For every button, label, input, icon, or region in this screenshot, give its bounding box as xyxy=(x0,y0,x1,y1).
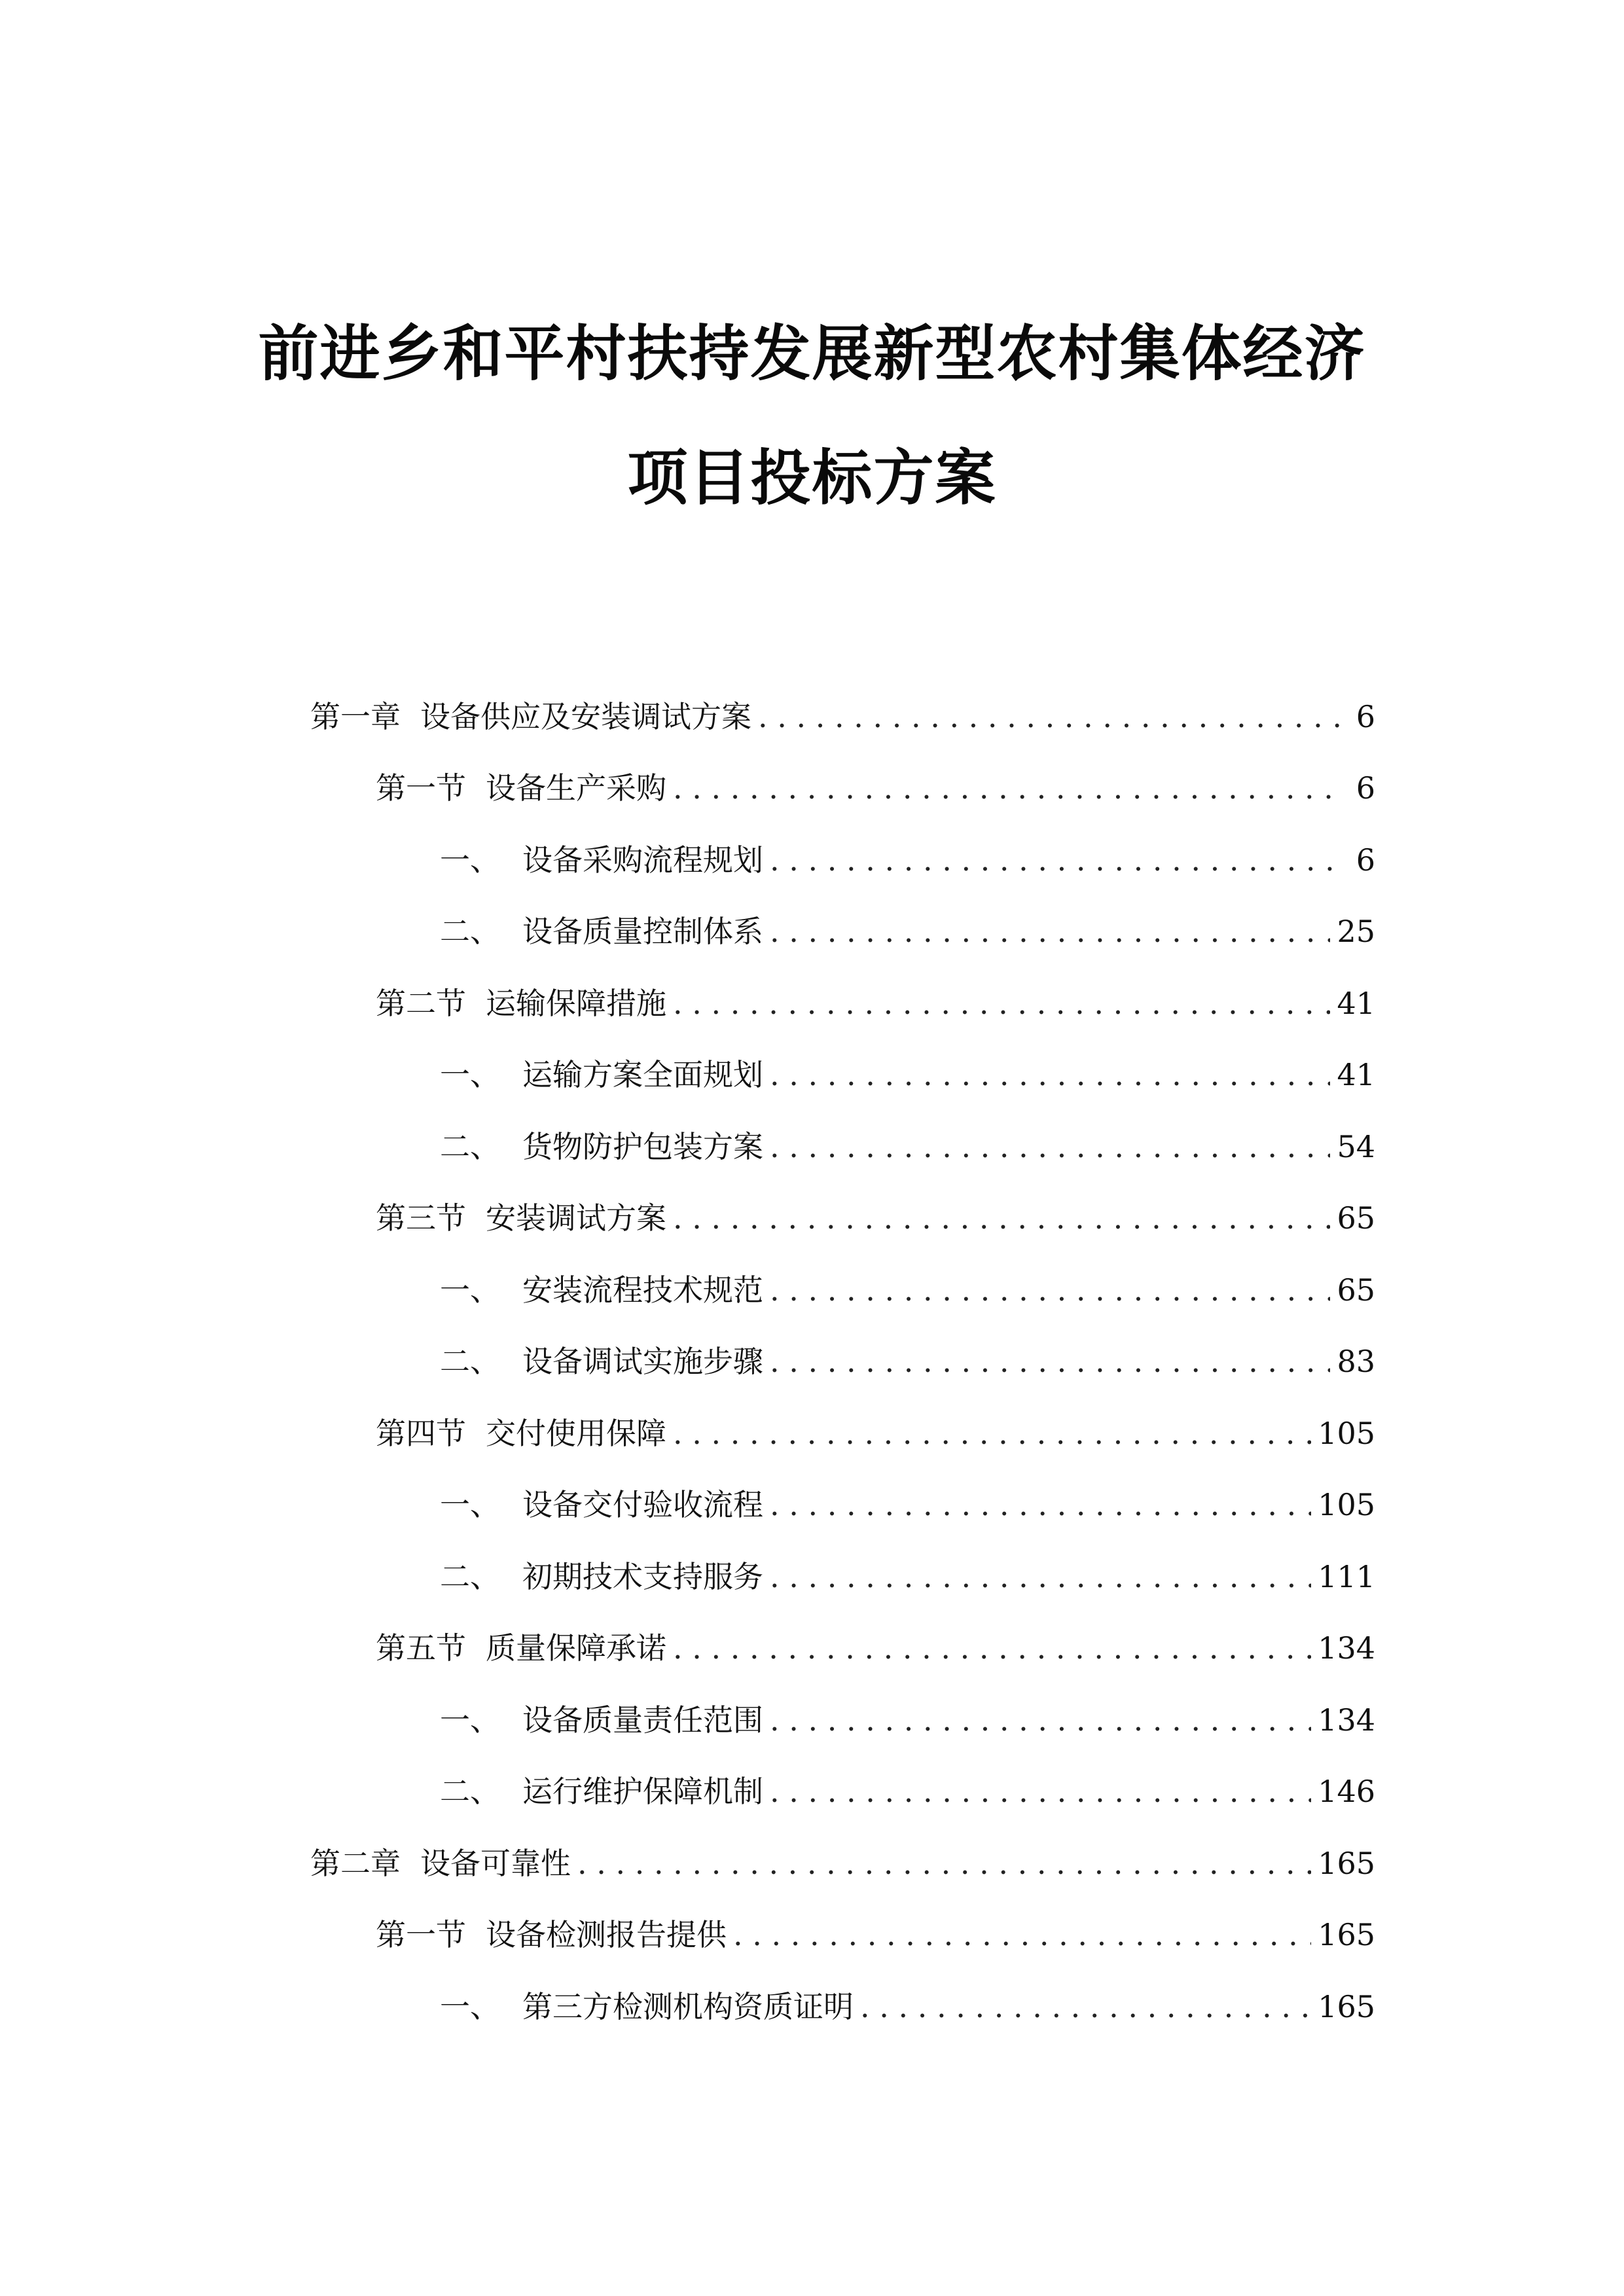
toc-dot-leader xyxy=(770,1338,1330,1384)
toc-entry-page-number: 41 xyxy=(1337,986,1375,1021)
toc-entry-page-number: 105 xyxy=(1318,1487,1375,1522)
toc-entry-section[interactable] xyxy=(376,1625,1375,1671)
toc-entry-section[interactable] xyxy=(376,1912,1375,1958)
toc-entry-prefix: 一、 xyxy=(440,1702,500,1738)
toc-entry-subsection[interactable] xyxy=(440,1768,1375,1814)
toc-dot-leader xyxy=(770,1267,1330,1313)
toc-entry-subsection[interactable] xyxy=(440,1697,1375,1743)
toc-entry-title: 第三方检测机构资质证明 xyxy=(522,1989,854,2024)
toc-dot-leader xyxy=(673,980,1330,1026)
toc-dot-leader xyxy=(733,1912,1311,1958)
toc-entry-title: 设备可靠性 xyxy=(420,1846,571,1881)
toc-entry-title: 安装流程技术规范 xyxy=(522,1272,763,1308)
toc-entry-subsection[interactable] xyxy=(440,1338,1375,1384)
toc-entry-page-number: 83 xyxy=(1337,1344,1375,1379)
toc-dot-leader xyxy=(770,1482,1311,1528)
toc-entry-page-number: 41 xyxy=(1337,1057,1375,1092)
toc-entry-title: 设备质量控制体系 xyxy=(522,914,763,949)
toc-entry-subsection[interactable] xyxy=(440,1984,1375,2030)
toc-entry-title: 质量保障承诺 xyxy=(486,1630,666,1666)
toc-entry-page-number: 6 xyxy=(1356,842,1375,878)
toc-entry-chapter[interactable] xyxy=(310,694,1375,740)
toc-entry-prefix: 一、 xyxy=(440,1272,500,1308)
toc-entry-section[interactable] xyxy=(376,1195,1375,1241)
toc-entry-page-number: 65 xyxy=(1337,1272,1375,1308)
toc-dot-leader xyxy=(770,1124,1330,1170)
toc-entry-prefix: 二、 xyxy=(440,914,500,949)
toc-dot-leader xyxy=(673,1625,1311,1671)
toc-entry-page-number: 65 xyxy=(1337,1200,1375,1236)
toc-entry-page-number: 146 xyxy=(1318,1774,1375,1809)
toc-entry-title: 设备生产采购 xyxy=(486,770,666,806)
toc-dot-leader xyxy=(673,1410,1311,1456)
document-title xyxy=(0,318,1624,513)
toc-entry-prefix: 二、 xyxy=(440,1774,500,1809)
toc-entry-subsection[interactable] xyxy=(440,837,1375,883)
toc-entry-title: 设备交付验收流程 xyxy=(522,1487,763,1522)
toc-entry-title: 设备采购流程规划 xyxy=(522,842,763,878)
toc-entry-section[interactable] xyxy=(376,980,1375,1026)
toc-dot-leader xyxy=(770,1554,1311,1600)
toc-entry-section[interactable] xyxy=(376,765,1375,811)
toc-entry-page-number: 134 xyxy=(1318,1630,1375,1666)
toc-entry-page-number: 165 xyxy=(1318,1846,1375,1881)
toc-entry-subsection[interactable] xyxy=(440,1482,1375,1528)
toc-entry-title: 初期技术支持服务 xyxy=(522,1559,763,1594)
toc-entry-page-number: 54 xyxy=(1337,1129,1375,1164)
toc-dot-leader xyxy=(577,1840,1311,1886)
toc-entry-title: 运行维护保障机制 xyxy=(522,1774,763,1809)
toc-dot-leader xyxy=(770,1697,1311,1743)
toc-entry-page-number: 6 xyxy=(1356,770,1375,806)
toc-entry-title: 设备调试实施步骤 xyxy=(522,1344,763,1379)
toc-entry-section[interactable] xyxy=(376,1410,1375,1456)
toc-dot-leader xyxy=(673,1195,1330,1241)
toc-entry-page-number: 105 xyxy=(1318,1416,1375,1451)
toc-dot-leader xyxy=(770,837,1343,883)
toc-entry-prefix: 第三节 xyxy=(376,1200,466,1236)
toc-entry-subsection[interactable] xyxy=(440,908,1375,954)
toc-entry-title: 设备质量责任范围 xyxy=(522,1702,763,1738)
toc-entry-prefix: 二、 xyxy=(440,1344,500,1379)
toc-dot-leader xyxy=(758,694,1343,740)
toc-entry-title: 设备检测报告提供 xyxy=(486,1917,727,1952)
toc-entry-prefix: 一、 xyxy=(440,842,500,878)
toc-dot-leader xyxy=(673,765,1343,811)
toc-entry-title: 运输保障措施 xyxy=(486,986,666,1021)
toc-entry-title: 运输方案全面规划 xyxy=(522,1057,763,1092)
toc-entry-subsection[interactable] xyxy=(440,1554,1375,1600)
toc-entry-chapter[interactable] xyxy=(310,1840,1375,1886)
toc-entry-prefix: 第二节 xyxy=(376,986,466,1021)
title-line-1: 前进乡和平村扶持发展新型农村集体经济 xyxy=(258,318,1366,389)
toc-dot-leader xyxy=(770,908,1330,954)
toc-entry-title: 设备供应及安装调试方案 xyxy=(420,699,751,734)
toc-dot-leader xyxy=(770,1768,1311,1814)
toc-entry-prefix: 第一节 xyxy=(376,1917,466,1952)
title-line-2: 项目投标方案 xyxy=(627,442,997,513)
toc-entry-prefix: 第一节 xyxy=(376,770,466,806)
toc-entry-subsection[interactable] xyxy=(440,1052,1375,1098)
toc-entry-page-number: 165 xyxy=(1318,1917,1375,1952)
toc-entry-title: 交付使用保障 xyxy=(486,1416,666,1451)
toc-entry-prefix: 二、 xyxy=(440,1129,500,1164)
toc-entry-prefix: 第一章 xyxy=(310,699,401,734)
toc-entry-page-number: 111 xyxy=(1318,1559,1375,1594)
toc-entry-prefix: 第二章 xyxy=(310,1846,401,1881)
toc-entry-title: 货物防护包装方案 xyxy=(522,1129,763,1164)
toc-entry-page-number: 134 xyxy=(1318,1702,1375,1738)
toc-entry-prefix: 一、 xyxy=(440,1057,500,1092)
toc-entry-prefix: 一、 xyxy=(440,1989,500,2024)
toc-dot-leader xyxy=(860,1984,1311,2030)
toc-dot-leader xyxy=(770,1052,1330,1098)
toc-entry-page-number: 165 xyxy=(1318,1989,1375,2024)
toc-entry-page-number: 6 xyxy=(1356,699,1375,734)
toc-entry-subsection[interactable] xyxy=(440,1267,1375,1313)
toc-entry-title: 安装调试方案 xyxy=(486,1200,666,1236)
toc-entry-subsection[interactable] xyxy=(440,1124,1375,1170)
toc-entry-prefix: 第四节 xyxy=(376,1416,466,1451)
toc-entry-prefix: 一、 xyxy=(440,1487,500,1522)
toc-entry-prefix: 第五节 xyxy=(376,1630,466,1666)
toc-entry-page-number: 25 xyxy=(1337,914,1375,949)
toc-entry-prefix: 二、 xyxy=(440,1559,500,1594)
